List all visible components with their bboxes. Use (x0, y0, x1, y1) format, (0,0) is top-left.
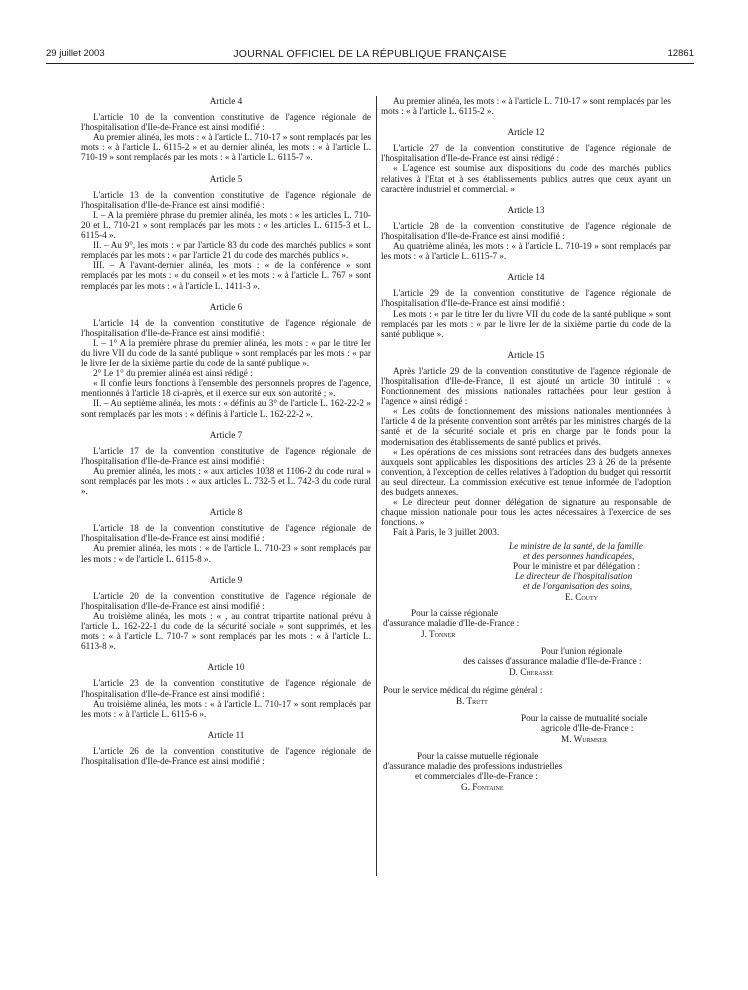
article-14 (381, 272, 671, 339)
paragraph: Les mots : « par le titre Ier du livre VII du code de la santé publique » sont remplacés par les mots : « par le livre Ier de la sixième partie du code de la santé publique ». (381, 308, 671, 339)
paragraph: I. – A la première phrase du premier alinéa, les mots : « les articles L. 710-20 et L. 710-21 » sont remplacés par les mots : « les articles L. 6115-3 et L. 6115-4 ». (81, 209, 371, 241)
column-divider (376, 96, 377, 876)
signatory-name: G. Fontaine (461, 782, 504, 793)
article-title: Article 11 (207, 729, 245, 740)
signatory-title: Pour l'union régionale (541, 646, 623, 657)
page-number: 12861 (667, 48, 694, 59)
article-title: Article 4 (209, 96, 243, 106)
article-title: Article 15 (507, 349, 545, 360)
signatory-name: B. Trutt (456, 696, 488, 707)
article-title: Article 14 (507, 272, 545, 283)
header-rule (46, 63, 694, 64)
signatory-title: Pour la caisse régionale (411, 608, 498, 619)
paragraph: « L'agence est soumise aux dispositions du code des marchés publics relatives à l'Etat et à ses établissements publics autres que ceux ayant un caractère industriel et commercial. » (381, 163, 671, 194)
paragraph: « Les opérations de ces missions sont retracées dans des budgets annexes auxquels sont applicables les dispositions des articles 23 à 26 de la présente convention, à l'exception de celles relatives à l'adoption du budget qui ressortit au seul directeur. La commission exécutive est tenue informée de l'adoption des budgets annexes. (381, 446, 671, 497)
paragraph: « Le directeur peut donner délégation de signature au responsable de chaque mission nationale pour tous les actes nécessaires à l'exercice de ses fonctions. » (381, 497, 671, 528)
paragraph: Au premier alinéa, les mots : « à l'article L. 710-17 » sont remplacés par les mots : « à l'article L. 6115-2 » et au dernier alinéa, les mots : « à l'article L. 710-19 » sont remplacés par les mots : « à l'article L. 6115-7 ». (81, 132, 371, 163)
signatory-title: Pour le service médical du régime général : (383, 685, 543, 696)
signature-block (381, 537, 671, 792)
done-at-line: Fait à Paris, le 3 juillet 2003. (393, 527, 500, 538)
article-title: Article 8 (209, 507, 243, 518)
paragraph: L'article 13 de la convention constitutive de l'agence régionale de l'hospitalisation d'Ile-de-France est ainsi modifié : (81, 189, 371, 210)
paragraph: III. – A l'avant-dernier alinéa, les mots : « de la conférence » sont remplacés par les mots : « du conseil » et les mots : « à l'article L. 767 » sont remplacés par les mots : « à l'article L. 1411-3 ». (81, 260, 371, 291)
article-title: Article 13 (507, 204, 545, 215)
article-15 (381, 350, 671, 538)
article-6 (81, 302, 371, 419)
signatory-title: Pour la caisse mutuelle régionale (417, 751, 539, 762)
signatory-title: d'assurance maladie des professions industrielles (383, 761, 563, 772)
article-5 (81, 174, 371, 291)
signatory-title: agricole d'Ile-de-France : (541, 723, 634, 734)
signatory-name: D. Cherasse (509, 667, 554, 678)
signatory-title: Le ministre de la santé, de la famille (509, 541, 643, 552)
article-8 (81, 507, 371, 563)
signatory-name: M. Wurmser (561, 734, 607, 745)
signatory-title: d'assurance maladie d'Ile-de-France : (383, 618, 520, 629)
article-9 (81, 575, 371, 652)
right-column (381, 96, 671, 792)
paragraph: Au premier alinéa, les mots : « aux articles 1038 et 1106-2 du code rural » sont remplacés par les mots : « aux articles L. 732-5 et L. 742-3 du code rural ». (81, 465, 371, 497)
paragraph: Après l'article 29 de la convention constitutive de l'agence régionale de l'hospitalisation d'Ile-de-France, il est ajouté un article 30 intitulé : « Fonctionnement des missions nationales rattachées pour leur gestion à l'agence » ainsi rédigé : (381, 365, 671, 407)
signatory-title: Pour la caisse de mutualité sociale (521, 713, 648, 724)
signatory-name: J. Tonner (421, 629, 456, 640)
paragraph: 2° Le 1° du premier alinéa est ainsi rédigé : (93, 368, 253, 379)
paragraph: L'article 14 de la convention constitutive de l'agence régionale de l'hospitalisation d'Ile-de-France est ainsi modifié : (81, 317, 371, 338)
article-title: Article 10 (207, 662, 245, 673)
article-13 (381, 205, 671, 261)
paragraph: Au troisième alinéa, les mots : « , au contrat tripartite national prévu à l'article L. 162-22-1 du code de la sécurité sociale » sont supprimés, et les mots : « à l'article L. 710-7 » sont remplacés par les mots : « à l'article L. 6113-8 ». (81, 610, 371, 652)
signatory-title: et commerciales d'Ile-de-France : (415, 771, 538, 782)
paragraph: L'article 28 de la convention constitutive de l'agence régionale de l'hospitalisation d'Ile-de-France est ainsi modifié : (381, 220, 671, 241)
paragraph: L'article 10 de la convention constitutive de l'agence régionale de l'hospitalisation d'Ile-de-France est ainsi modifié : (81, 112, 371, 133)
paragraph: I. – 1° A la première phrase du premier alinéa, les mots : « par le titre Ier du livre VII du code de la santé publique » sont remplacés par les mots : « par le livre Ier de la sixième partie du code de la santé publique ». (81, 337, 371, 369)
article-10 (81, 662, 371, 718)
signatory-title: Le directeur de l'hospitalisation (515, 571, 633, 582)
page-header (46, 48, 694, 62)
paragraph: L'article 20 de la convention constitutive de l'agence régionale de l'hospitalisation d'Ile-de-France est ainsi modifié : (81, 590, 371, 611)
paragraph: L'article 23 de la convention constitutive de l'agence régionale de l'hospitalisation d'Ile-de-France est ainsi modifié : (81, 678, 371, 699)
paragraph: L'article 29 de la convention constitutive de l'agence régionale de l'hospitalisation d'Ile-de-France est ainsi modifié : (381, 288, 671, 309)
article-12 (381, 127, 671, 194)
signatory-name: E. Couty (565, 592, 598, 603)
article-title: Article 7 (209, 429, 243, 440)
paragraph: L'article 27 de la convention constitutive de l'agence régionale de l'hospitalisation d'Ile-de-France est ainsi rédigé : (381, 143, 671, 164)
article-title: Article 5 (209, 173, 243, 184)
paragraph: L'article 26 de la convention constitutive de l'agence régionale de l'hospitalisation d'Ile-de-France est ainsi modifié : (81, 745, 371, 766)
article-4 (81, 96, 371, 163)
paragraph: « Les coûts de fonctionnement des missions nationales mentionnées à l'article 4 de la présente convention sont arrêtés par les ministres chargés de la santé et de la sécurité sociale et pris en charge par le fonds pour la modernisation des établissements de santé publics et privés. (381, 406, 671, 447)
paragraph: L'article 17 de la convention constitutive de l'agence régionale de l'hospitalisation d'Ile-de-France est ainsi modifié : (81, 445, 371, 466)
paragraph: Au premier alinéa, les mots : « à l'article L. 710-17 » sont remplacés par les mots : « à l'article L. 6115-2 ». (381, 96, 671, 117)
article-title: Article 9 (209, 574, 243, 585)
paragraph: II. – Au septième alinéa, les mots : « définis au 3° de l'article L. 162-22-2 » sont remplacés par les mots : « définis à l'article L. 162-22-2 ». (81, 398, 371, 419)
paragraph: Au quatrième alinéa, les mots : « à l'article L. 710-19 » sont remplacés par les mots : « à l'article L. 6115-7 ». (381, 241, 671, 262)
signatory-title: des caisses d'assurance maladie d'Ile-de-France : (463, 656, 642, 667)
signatory-title: Pour le ministre et par délégation : (513, 561, 641, 572)
journal-title: JOURNAL OFFICIEL DE LA RÉPUBLIQUE FRANÇAISE (233, 48, 507, 60)
paragraph: II. – Au 9°, les mots : « par l'article 83 du code des marchés publics » sont remplacés par les mots : « par l'article 21 du code des marchés publics ». (81, 240, 371, 261)
signatory-title: et de l'organisation des soins, (523, 581, 633, 592)
paragraph: Au troisième alinéa, les mots : « à l'article L. 710-17 » sont remplacés par les mots : « à l'article L. 6115-6 ». (81, 698, 371, 719)
issue-date: 29 juillet 2003 (46, 48, 105, 59)
article-title: Article 12 (507, 127, 545, 138)
article-11 (81, 730, 371, 766)
paragraph: « Il confie leurs fonctions à l'ensemble des personnels propres de l'agence, mentionnés à l'article 18 ci-après, et il exerce sur eux son autorité ; ». (81, 378, 371, 399)
article-title: Article 6 (209, 301, 243, 312)
article-7 (81, 430, 371, 497)
paragraph: Au premier alinéa, les mots : « de l'article L. 710-23 » sont remplacés par les mots : « de l'article L. 6115-8 ». (81, 543, 371, 564)
signatory-title: et des personnes handicapées, (523, 551, 635, 562)
paragraph: L'article 18 de la convention constitutive de l'agence régionale de l'hospitalisation d'Ile-de-France est ainsi modifié : (81, 523, 371, 544)
left-column (81, 96, 371, 766)
